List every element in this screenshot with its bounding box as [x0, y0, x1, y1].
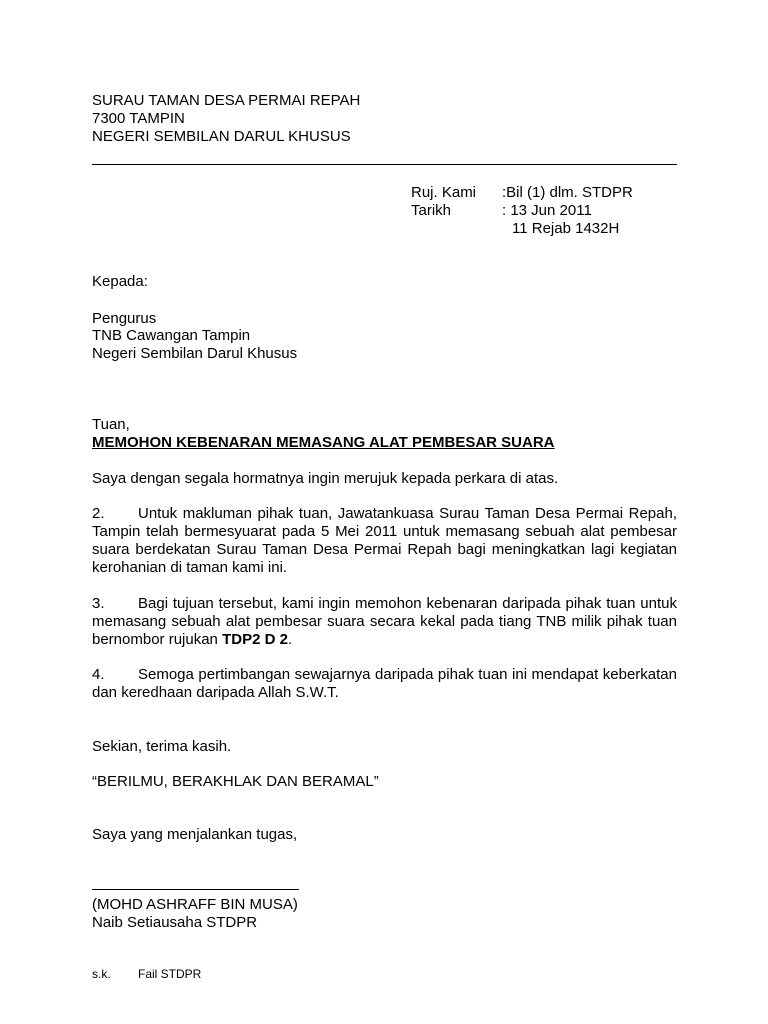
letterhead-line-3: NEGERI SEMBILAN DARUL KHUSUS [92, 128, 351, 145]
recipient-line-1: Pengurus [92, 310, 157, 327]
letterhead-divider [92, 164, 677, 165]
paragraph-4-text: Semoga pertimbangan sewajarnya daripada pihak tuan ini mendapat keberkatan dan keredhaan daripada Allah S.W.T. [92, 666, 677, 701]
ruj-value: :Bil (1) dlm. STDPR [502, 184, 633, 201]
paragraph-4-number: 4. [92, 666, 105, 683]
paragraph-1: Saya dengan segala hormatnya ingin merujuk kepada perkara di atas. [92, 470, 559, 487]
tarikh-value: : 13 Jun 2011 [502, 202, 592, 219]
sk-label: s.k. [92, 967, 111, 981]
paragraph-2 [92, 505, 677, 577]
signature-line [92, 889, 299, 890]
paragraph-3-reference: TDP2 D 2 [222, 631, 288, 648]
paragraph-2-number: 2. [92, 505, 105, 522]
ruj-label: Ruj. Kami [411, 184, 477, 201]
recipient-line-2: TNB Cawangan Tampin [92, 327, 251, 344]
paragraph-3-end: . [287, 631, 293, 648]
signer-name: (MOHD ASHRAFF BIN MUSA) [92, 896, 298, 913]
tarikh-hijri: 11 Rejab 1432H [512, 220, 620, 237]
tarikh-label: Tarikh [411, 202, 452, 219]
subject-heading: MEMOHON KEBENARAN MEMASANG ALAT PEMBESAR SUARA [92, 434, 555, 451]
paragraph-3-text: Bagi tujuan tersebut, kami ingin memohon kebenaran daripada pihak tuan untuk memasang sebuah alat pembesar suara secara kekal pada tiang TNB milik pihak tuan bernombor rujukan [92, 595, 677, 648]
salutation: Tuan, [92, 416, 130, 433]
closing-motto: “BERILMU, BERAKHLAK DAN BERAMAL” [92, 773, 379, 790]
signer-title: Naib Setiausaha STDPR [92, 914, 258, 931]
kepada-label: Kepada: [92, 273, 148, 290]
paragraph-3-number: 3. [92, 595, 105, 612]
closing-duty: Saya yang menjalankan tugas, [92, 826, 298, 843]
letterhead-line-2: 7300 TAMPIN [92, 110, 185, 127]
sk-value: Fail STDPR [138, 967, 202, 981]
closing-thanks: Sekian, terima kasih. [92, 738, 232, 755]
letterhead-line-1: SURAU TAMAN DESA PERMAI REPAH [92, 92, 361, 109]
paragraph-4 [92, 666, 677, 702]
paragraph-2-text: Untuk makluman pihak tuan, Jawatankuasa Surau Taman Desa Permai Repah, Tampin telah bermesyuarat pada 5 Mei 2011 untuk memasang sebuah alat pembesar suara berdekatan Surau Taman Desa Permai Repah bagi meningkatkan lagi kegiatan kerohanian di taman kami ini. [92, 505, 677, 576]
paragraph-3 [92, 595, 677, 649]
recipient-line-3: Negeri Sembilan Darul Khusus [92, 345, 298, 362]
